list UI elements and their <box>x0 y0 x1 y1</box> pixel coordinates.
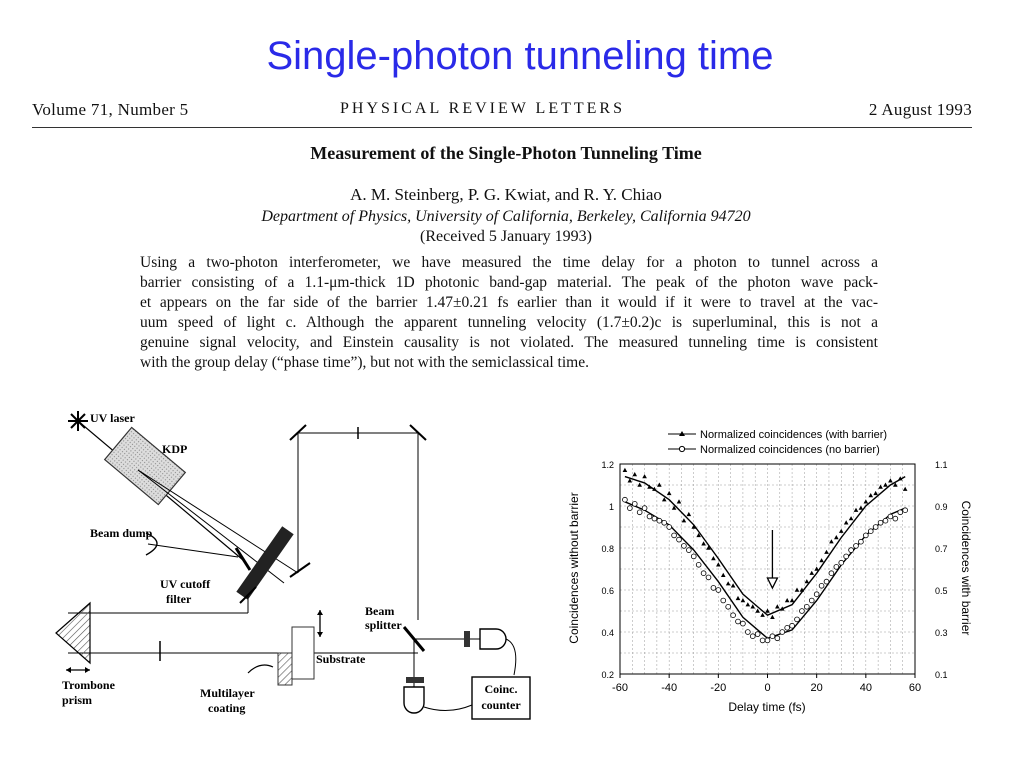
chart-legend <box>668 429 887 456</box>
data-point-no-barrier <box>868 529 873 534</box>
data-point-with-barrier <box>814 567 819 571</box>
paper-title: Measurement of the Single-Photon Tunneling Time <box>310 143 702 163</box>
data-point-no-barrier <box>834 565 839 570</box>
data-point-with-barrier <box>903 487 908 491</box>
x-tick-label: -60 <box>612 682 628 694</box>
trombone-prism <box>56 603 90 663</box>
data-point-with-barrier <box>770 615 775 619</box>
y2-tick-label: 1.1 <box>935 460 948 470</box>
data-point-with-barrier <box>844 520 849 524</box>
y2-axis-label: Coincidences with barrier <box>959 500 973 636</box>
journal-name: PHYSICAL REVIEW LETTERS <box>340 100 625 117</box>
abstract-line: with the group delay (“phase time”), but not with the semiclassical time. <box>140 354 589 371</box>
header-divider <box>32 127 972 128</box>
data-point-with-barrier <box>878 485 883 489</box>
peak-arrow-icon <box>767 578 777 588</box>
data-point-no-barrier <box>780 630 785 635</box>
data-point-no-barrier <box>755 632 760 637</box>
data-point-with-barrier <box>785 598 790 602</box>
data-point-no-barrier <box>701 571 706 576</box>
data-point-no-barrier <box>888 514 893 519</box>
data-point-with-barrier <box>873 491 878 495</box>
uv-cutoff-label-1: UV cutoff <box>160 577 211 591</box>
y-tick-label: 0.8 <box>601 544 614 554</box>
data-point-no-barrier <box>706 575 711 580</box>
y2-tick-label: 0.3 <box>935 628 948 638</box>
substrate-label: Substrate <box>316 652 366 666</box>
data-point-with-barrier <box>849 516 854 520</box>
trombone-label-1: Trombone <box>62 678 115 692</box>
data-point-no-barrier <box>824 579 829 584</box>
data-point-no-barrier <box>667 525 672 530</box>
coinc-label-2: counter <box>481 698 521 712</box>
cable <box>506 639 516 675</box>
data-point-no-barrier <box>859 539 864 544</box>
data-point-no-barrier <box>829 571 834 576</box>
slide-title: Single-photon tunneling time <box>266 34 774 78</box>
data-point-no-barrier <box>731 613 736 618</box>
paper-abstract <box>140 253 878 373</box>
journal-header <box>32 96 972 122</box>
coinc-label-1: Coinc. <box>484 682 518 696</box>
data-point-with-barrier <box>657 483 662 487</box>
x-tick-label: 0 <box>764 682 771 694</box>
x-tick-label: 60 <box>908 682 922 694</box>
data-point-with-barrier <box>859 506 864 510</box>
data-point-with-barrier <box>765 609 770 613</box>
data-point-no-barrier <box>647 514 652 519</box>
data-point-with-barrier <box>883 483 888 487</box>
y-tick-label: 0.2 <box>601 670 614 680</box>
y-tick-label: 0.4 <box>601 628 614 638</box>
data-point-no-barrier <box>893 516 898 521</box>
data-point-no-barrier <box>672 533 677 538</box>
y-tick-label: 1 <box>608 502 614 512</box>
data-point-no-barrier <box>657 518 662 523</box>
data-point-no-barrier <box>809 598 814 603</box>
beam-splitter-label-1: Beam <box>365 604 395 618</box>
data-point-no-barrier <box>721 598 726 603</box>
data-point-no-barrier <box>736 619 741 624</box>
detector-icon <box>480 629 506 649</box>
y-tick-label: 0.6 <box>601 586 614 596</box>
data-point-no-barrier <box>750 634 755 639</box>
data-point-with-barrier <box>682 518 687 522</box>
data-point-with-barrier <box>711 556 716 560</box>
paper-authors: A. M. Steinberg, P. G. Kwiat, and R. Y. Chiao <box>350 185 662 204</box>
data-point-no-barrier <box>775 636 780 641</box>
data-point-no-barrier <box>691 554 696 559</box>
data-point-with-barrier <box>716 562 721 566</box>
data-point-with-barrier <box>750 604 755 608</box>
legend-label: Normalized coincidences (no barrier) <box>700 444 880 456</box>
data-point-with-barrier <box>790 598 795 602</box>
data-point-no-barrier <box>878 520 883 525</box>
multilayer-coating <box>278 653 292 685</box>
data-point-with-barrier <box>824 550 829 554</box>
data-point-no-barrier <box>804 604 809 609</box>
detector-filter <box>406 677 424 683</box>
data-point-no-barrier <box>711 586 716 591</box>
data-point-with-barrier <box>642 474 647 478</box>
uv-laser-label: UV laser <box>90 411 135 425</box>
detector-filter <box>464 631 470 647</box>
upper-arm-beam <box>298 433 418 620</box>
data-point-with-barrier <box>637 483 642 487</box>
data-point-no-barrier <box>883 518 888 523</box>
data-point-with-barrier <box>726 581 731 585</box>
beam-dump-label: Beam dump <box>90 526 153 540</box>
y-tick-label: 1.2 <box>601 460 614 470</box>
data-point-with-barrier <box>829 539 834 543</box>
data-point-no-barrier <box>652 516 657 521</box>
data-point-with-barrier <box>864 499 869 503</box>
data-point-with-barrier <box>805 579 810 583</box>
data-point-no-barrier <box>745 630 750 635</box>
data-point-no-barrier <box>686 548 691 553</box>
trombone-label-2: prism <box>62 693 92 707</box>
data-point-no-barrier <box>785 625 790 630</box>
x-axis-label: Delay time (fs) <box>728 700 806 714</box>
data-point-no-barrier <box>795 617 800 622</box>
paper-received: (Received 5 January 1993) <box>420 228 592 245</box>
substrate <box>292 627 314 679</box>
mirror-icon <box>240 425 426 603</box>
data-point-no-barrier <box>760 638 765 643</box>
data-point-with-barrier <box>854 508 859 512</box>
abstract-line: uum speed of light c. Although the apparent tunneling velocity (1.7±0.2)c is superluminal, this is not a <box>140 314 878 331</box>
journal-volume: Volume 71, Number 5 <box>32 100 189 119</box>
data-point-no-barrier <box>637 510 642 515</box>
data-point-with-barrier <box>775 604 780 608</box>
x-tick-label: -40 <box>661 682 678 694</box>
data-point-with-barrier <box>731 583 736 587</box>
data-point-with-barrier <box>760 613 765 617</box>
y2-tick-label: 0.9 <box>935 502 948 512</box>
y2-tick-label: 0.5 <box>935 586 948 596</box>
data-point-with-barrier <box>819 558 824 562</box>
data-point-no-barrier <box>898 510 903 515</box>
beam-splitter-label-2: splitter <box>365 618 402 632</box>
series-fit-line <box>625 477 905 616</box>
abstract-line: barrier consisting of a 1.1-μm-thick 1D photonic band-gap material. The peak of the photon wave pack- <box>140 274 878 291</box>
data-point-no-barrier <box>839 560 844 565</box>
x-tick-label: 20 <box>810 682 823 694</box>
abstract-line: et appears on the far side of the barrier 1.47±0.21 fs earlier than it would if it were to travel at the vac- <box>140 294 878 311</box>
cable <box>424 705 472 711</box>
data-point-no-barrier <box>863 533 868 538</box>
data-point-no-barrier <box>790 623 795 628</box>
data-point-no-barrier <box>765 638 770 643</box>
data-point-no-barrier <box>642 506 647 511</box>
data-point-no-barrier <box>800 609 805 614</box>
x-tick-label: 40 <box>859 682 872 694</box>
uv-cutoff-label-2: filter <box>166 592 192 606</box>
x-tick-label: -20 <box>710 682 727 694</box>
data-point-with-barrier <box>687 512 692 516</box>
pointer-arrow-icon <box>248 665 273 673</box>
setup-diagram <box>48 405 538 725</box>
data-point-with-barrier <box>632 472 637 476</box>
multilayer-label-1: Multilayer <box>200 686 255 700</box>
data-point-no-barrier <box>627 506 632 511</box>
abstract-line: Using a two-photon interferometer, we have measured the time delay for a photon to tunnel across a <box>140 254 878 271</box>
data-point-no-barrier <box>682 544 687 549</box>
data-point-with-barrier <box>746 602 751 606</box>
data-point-no-barrier <box>662 520 667 525</box>
data-point-no-barrier <box>716 588 721 593</box>
multilayer-label-2: coating <box>208 701 246 715</box>
data-point-with-barrier <box>839 529 844 533</box>
data-point-with-barrier <box>888 478 893 482</box>
data-point-no-barrier <box>741 621 746 626</box>
data-point-no-barrier <box>677 537 682 542</box>
data-point-with-barrier <box>677 499 682 503</box>
data-point-no-barrier <box>770 634 775 639</box>
data-point-with-barrier <box>834 535 839 539</box>
data-point-with-barrier <box>755 609 760 613</box>
data-point-with-barrier <box>623 468 628 472</box>
data-point-with-barrier <box>701 541 706 545</box>
data-point-with-barrier <box>868 493 873 497</box>
y2-tick-label: 0.7 <box>935 544 948 554</box>
data-point-with-barrier <box>667 491 672 495</box>
legend-circle-marker <box>679 446 684 451</box>
paper-affiliation: Department of Physics, University of California, Berkeley, California 94720 <box>261 208 751 225</box>
abstract-line: genuine signal velocity, and Einstein causality is not violated. The measured tunneling time is consistent <box>140 334 878 351</box>
detector-icon <box>404 687 424 713</box>
data-point-no-barrier <box>814 592 819 597</box>
data-point-with-barrier <box>809 571 814 575</box>
data-point-no-barrier <box>819 583 824 588</box>
data-point-no-barrier <box>696 562 701 567</box>
data-point-no-barrier <box>854 544 859 549</box>
data-point-with-barrier <box>721 573 726 577</box>
y-axis-label: Coincidences without barrier <box>567 492 581 644</box>
data-point-no-barrier <box>873 525 878 530</box>
data-point-no-barrier <box>632 502 637 507</box>
data-point-no-barrier <box>623 497 628 502</box>
data-point-with-barrier <box>736 596 741 600</box>
kdp-label: KDP <box>162 442 188 456</box>
data-point-no-barrier <box>726 604 731 609</box>
data-point-no-barrier <box>849 548 854 553</box>
data-point-with-barrier <box>795 588 800 592</box>
journal-date: 2 August 1993 <box>868 100 972 119</box>
dump-beam <box>148 544 238 557</box>
y2-tick-label: 0.1 <box>935 670 948 680</box>
data-point-no-barrier <box>844 554 849 559</box>
legend-label: Normalized coincidences (with barrier) <box>700 429 888 441</box>
data-point-with-barrier <box>741 598 746 602</box>
tunneling-chart <box>540 420 980 720</box>
data-point-no-barrier <box>903 508 908 513</box>
